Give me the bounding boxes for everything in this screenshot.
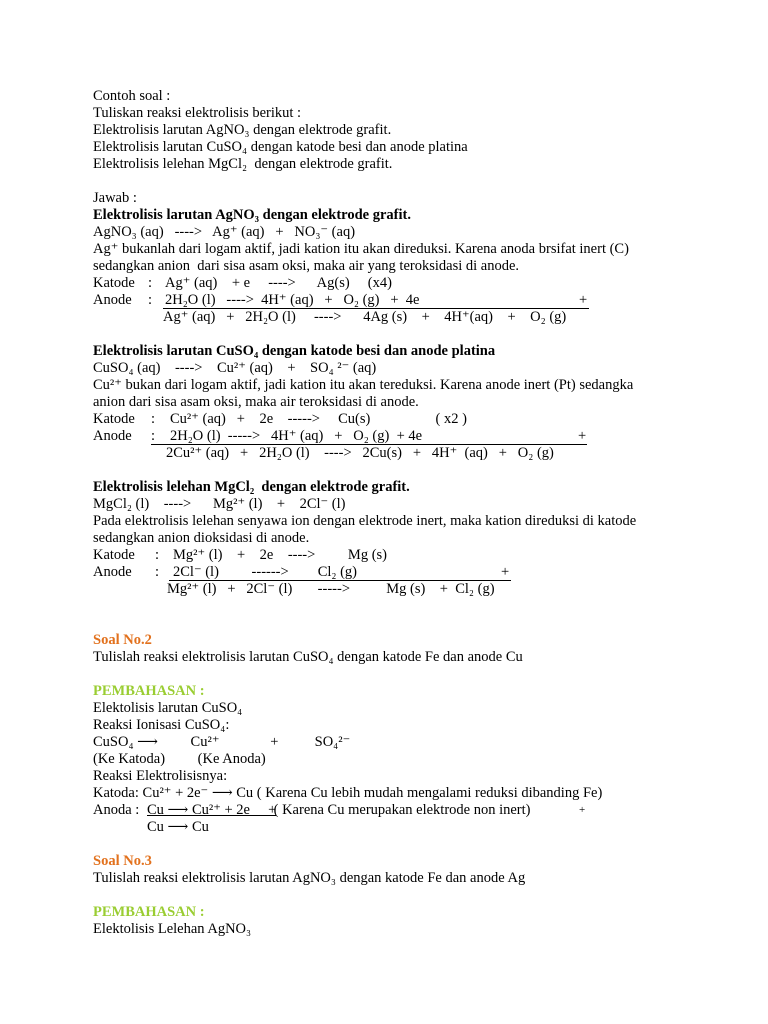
anode-label: Anode [93,428,132,444]
anoda-equation: Cu ⟶ Cu²⁺ + 2e + [147,802,277,818]
soal-2-line-6: Katoda: Cu²⁺ + 2e⁻ ⟶ Cu ( Karena Cu lebih mudah mengalami reduksi dibanding Fe) [93,785,603,801]
section-1-heading: Elektrolisis larutan AgNO₃ dengan elektrode grafit. [93,207,411,223]
soal-3-title: Soal No.3 [93,853,152,869]
soal-2-title: Soal No.2 [93,632,152,648]
section-2-katode-row [93,411,703,428]
section-2-explanation-2: anion dari sisa asam oksi, maka air teroksidasi di anode. [93,394,419,410]
intro-tuliskan: Tuliskan reaksi elektrolisis berikut : [93,105,302,121]
section-2-explanation-1: Cu²⁺ bukan dari logam aktif, jadi kation itu akan tereduksi. Karena anode inert (Pt) sedangka [93,377,634,393]
section-1-total-row [93,309,703,326]
spacer [93,598,703,615]
section-3-katode-row [93,547,703,564]
sum-plus: + [579,804,586,816]
anode-equation: 2Cl⁻ (l) ------> Cl₂ (g) [173,564,357,580]
soal-3-pembahasan: PEMBAHASAN : [93,904,205,920]
total-equation: Ag⁺ (aq) + 2H₂O (l) ----> 4Ag (s) + 4H⁺(aq) + O₂ (g) [163,309,567,325]
intro-contoh: Contoh soal : [93,88,171,104]
soal-3-line-1: Elektolisis Lelehan AgNO₃ [93,921,252,937]
section-2-heading: Elektrolisis larutan CuSO₄ dengan katode besi dan anode platina [93,343,496,359]
soal-2-line-1: Elektolisis larutan CuSO₄ [93,700,243,716]
spacer [93,836,703,853]
total-equation: Cu ⟶ Cu [147,819,209,835]
section-1-explanation-2: sedangkan anion dari sisa asam oksi, maka air yang teroksidasi di anode. [93,258,520,274]
section-3-explanation-2: sedangkan anion dioksidasi di anode. [93,530,310,546]
anode-equation: 2H₂O (l) -----> 4H⁺ (aq) + O₂ (g) + 4e [170,428,423,444]
section-3-anode-row [93,564,703,581]
sum-plus: + [501,564,510,580]
document-page [93,88,703,938]
section-1-katode-row [93,275,703,292]
spacer [93,326,703,343]
soal-2-line-2: Reaksi Ionisasi CuSO₄: [93,717,230,733]
spacer [93,666,703,683]
katode-equation: Ag⁺ (aq) + e ----> Ag(s) (x4) [165,275,392,291]
katode-label: Katode [93,411,135,427]
katode-equation: Cu²⁺ (aq) + 2e -----> Cu(s) ( x2 ) [170,411,467,427]
intro-question-3: Elektrolisis lelehan MgCl₂ dengan elektrode grafit. [93,156,393,172]
intro-question-1: Elektrolisis larutan AgNO₃ dengan elektrode grafit. [93,122,392,138]
spacer [93,462,703,479]
sum-plus: + [579,292,588,308]
soal-2-pembahasan: PEMBAHASAN : [93,683,205,699]
section-2-total-row [93,445,703,462]
sum-plus: + [578,428,587,444]
section-2-anode-row [93,428,703,445]
anoda-note: ( Karena Cu merupakan elektrode non inert) [270,802,531,818]
section-1-explanation-1: Ag⁺ bukanlah dari logam aktif, jadi kation itu akan direduksi. Karena anoda brsifat inert (C) [93,241,629,257]
spacer [93,615,703,632]
anode-equation: 2H₂O (l) ----> 4H⁺ (aq) + O₂ (g) + 4e [165,292,420,308]
section-1-ionization: AgNO₃ (aq) ----> Ag⁺ (aq) + NO₃⁻ (aq) [93,224,356,240]
section-3-ionization: MgCl₂ (l) ----> Mg²⁺ (l) + 2Cl⁻ (l) [93,496,346,512]
katode-label: Katode [93,275,135,291]
section-3-explanation-1: Pada elektrolisis lelehan senyawa ion dengan elektrode inert, maka kation direduksi di katode [93,513,637,529]
colon: : [148,275,153,291]
colon: : [151,411,156,427]
anoda-label: Anoda : [93,802,143,818]
section-3-total-row [93,581,703,598]
total-equation: 2Cu²⁺ (aq) + 2H₂O (l) ----> 2Cu(s) + 4H⁺ (aq) + O₂ (g) [166,445,554,461]
soal-2-anoda-row [93,802,703,819]
soal-2-total-row [93,819,703,836]
section-2-ionization: CuSO₄ (aq) ----> Cu²⁺ (aq) + SO₄ ²⁻ (aq) [93,360,377,376]
colon: : [148,292,153,308]
intro-question-2: Elektrolisis larutan CuSO₄ dengan katode besi dan anode platina [93,139,468,155]
section-3-heading: Elektrolisis lelehan MgCl₂ dengan elektrode grafit. [93,479,410,495]
katode-label: Katode [93,547,135,563]
colon: : [151,428,156,444]
spacer [93,173,703,190]
spacer [93,887,703,904]
colon: : [155,564,160,580]
anode-label: Anode [93,292,132,308]
soal-2-line-3: CuSO₄ ⟶ Cu²⁺ + SO₄²⁻ [93,734,351,750]
katode-equation: Mg²⁺ (l) + 2e ----> Mg (s) [173,547,388,563]
soal-3-question: Tulislah reaksi elektrolisis larutan AgNO₃ dengan katode Fe dan anode Ag [93,870,526,886]
colon: : [155,547,160,563]
jawab-label: Jawab : [93,190,137,206]
soal-2-question: Tulislah reaksi elektrolisis larutan CuSO₄ dengan katode Fe dan anode Cu [93,649,523,665]
section-1-anode-row [93,292,703,309]
anode-label: Anode [93,564,132,580]
total-equation: Mg²⁺ (l) + 2Cl⁻ (l) -----> Mg (s) + Cl₂ (g) [167,581,495,597]
soal-2-line-4: (Ke Katoda) (Ke Anoda) [93,751,266,767]
soal-2-line-5: Reaksi Elektrolisisnya: [93,768,228,784]
